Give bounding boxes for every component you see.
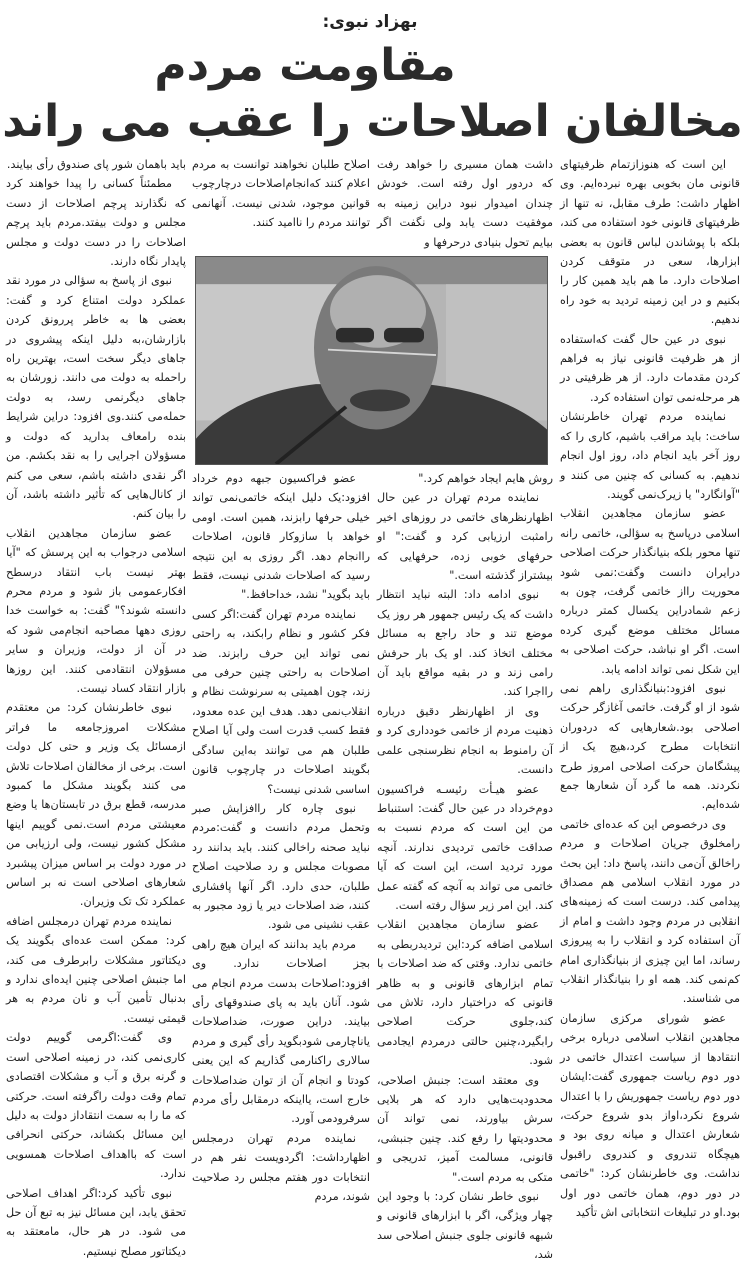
kicker-byline: بهزاد نبوی: (322, 12, 418, 32)
paragraph: نبوی ادامه داد: البته نباید انتظار داشت که یک رئیس جمهور هر روز یک موضع تند و حاد راجع به مسائل مختلف اتخاذ کند. او یک بار حرفش رامی زند و در بقیه مواقع باید آن رااجرا کند. (377, 588, 553, 699)
paragraph: نبوی خاطرنشان کرد: من معتقدم مشکلات امروزجامعه ما فراتر ازمسائل یک وزیر و حتی کل دولت است. برخی از مخالفان اصلاحات تلاش می کنند بگویند مشکل ما کمبود مدرسه، قطع برق در تابستان‌ها یا وضع معیشتی مردم است.نمی گوییم اینها مشکل کشور نیست، ولی ارزیابی من در مورد دولت بر اساس میزان پیشبرد شعارهای اصلاحی است نه بر اساس عملکرد تک تک وزیران. (6, 701, 186, 909)
paragraph: نماینده مردم تهران در عین حال اظهارنظرهای خاتمی در روزهای اخیر رامثبت ارزیابی کرد و گفت:" او حرفهای خوبی زده، حرفهایی که بیشتراز گذشته است." (377, 491, 553, 583)
column-2-bottom (377, 469, 553, 1265)
paragraph: داشت همان مسیری را خواهد رفت که دردور اول رفته است. خودش چندان امیدوار نبود دراین زمینه به موفقیت دست یابد ولی نگفت اگر بیایم تحول بنیادی درحرفها و (377, 158, 553, 249)
column-3-bottom (192, 469, 370, 1206)
paragraph: وی گفت:اگرمی گوییم دولت کاری‌نمی کند، در زمینه اصلاحی است و گرنه برق و آب و مشکلات اقتصادی تمام وقت دولت راگرفته است. حرکتی که ما را به سمت انتقاداز دولت به دلیل این مسائل بکشاند، حرکتی انحرافی است که بااهداف اصلاحات همسویی ندارد. (6, 1031, 186, 1181)
paragraph: وی معتقد است: جنبش اصلاحی، محدودیت‌هایی دارد که هر بلایی سرش بیاورند، نمی تواند آن محدودیتها را رفع کند. چنین جنبشی، قانونی، مسالمت آمیز، تدریجی و متکی به مردم است." (377, 1073, 553, 1184)
paragraph: نماینده مردم تهران درمجلس اظهارداشت: اگردویست نفر هم در انتخابات دور هفتم مجلس رد صلاحیت شوند، مردم (192, 1131, 370, 1204)
paragraph: باید باهمان شور پای صندوق رأی بیایند. (6, 158, 186, 171)
paragraph: نماینده مردم تهران گفت:اگر کسی فکر کشور و نظام رابکند، به راحتی نمی تواند این حرف رابزند. ضد اصلاحات به راحتی چنین حرفی می زند، چون اهمیتی به سرنوشت نظام و انقلاب‌نمی دهد. هدف این عده معدود، فقط کسب قدرت است ولی آیا اصلاح طلبان هم می توانند به‌این سادگی بگویند اصلاحات در چارچوب قانون اساسی شدنی نیست؟ (192, 607, 370, 796)
paragraph: عضو سازمان مجاهدین انقلاب اسلامی درپاسخ به سؤالی، خاتمی رانه تنها محور بلکه بنیانگذار حرکت اصلاحی درایران دانست وگفت:نمی شود محوریت رااز خاتمی گرفت، چون به زعم شمادراین یکسال کمتر درباره مسائل مختلف موضع گیری کرده است. اگر او نباشد، حرکت اصلاحی به این شکل نمی تواند ادامه یابد. (560, 507, 740, 676)
paragraph: عضو هیـأت رئیسـه فراکسیون دوم‌خرداد در عین حال گفت: استنباط من این است که مردم نسبت به صداقت خاتمی تردیدی ندارند. آنچه مورد تردید است، این است که آیا خاتمی می تواند به آنچه که گفته عمل کند. این امر زیر سؤال رفته است. (377, 782, 553, 912)
paragraph: این است که هنوزازتمام ظرفیتهای قانونی مان بخوبی بهره نبرده‌ایم. وی اظهار داشت: طرف مقابل، نه تنها از ظرفیتهای قانونی خود استفاده می کند، بلکه با پوشاندن لباس قانون به بعضی ابزارها، سعی در متوقف کردن اصلاحات دارد. ما هم باید همین کار را بکنیم و در این زمینه تردید به خود راه ندهیم. (560, 158, 740, 327)
paragraph: اصلاح طلبان نخواهند توانست به مردم اعلام کنند که‌انجام‌اصلاحات درچارچوب قوانین موجود، شدنی نیست. آنهانمی توانند مردم را ناامید کنند. (192, 158, 370, 230)
column-2-top (377, 155, 553, 252)
paragraph: عضو سازمان مجاهدین انقلاب اسلامی اضافه کرد:این تردیدربطی به خاتمی ندارد. وقتی که ضد اصلاحات با تمام ابزارهای قانونی و به ظاهر قانونی که دراختیار دارد، تلاش می کند،جلوی حرکت اصلاحی رابگیرد،چنین حالتی درمردم ایجادمی شود. (377, 918, 553, 1068)
portrait-photo (195, 256, 548, 465)
paragraph: نماینده مردم تهران درمجلس اضافه کرد: ممکن است عده‌ای بگویند یک دیکتاتور مشکلات رابرطرف می کند، اما جنبش اصلاحی چنین ایده‌ای ندارد و بدنبال تأمین آب و نان مردم به هر قیمتی نیست. (6, 914, 186, 1025)
paragraph: مردم باید بدانند که ایران هیچ راهی بجز اصلاحات ندارد. وی افزود:اصلاحات بدست مردم انجام می شود. آنان باید به پای صندوقهای رأی بیایند. دراین صورت، ضداصلاحات یاناچارمی شودبگوید رأی گیری و مردم سالاری راکنارمی گذاریم که این یعنی کودتا و انجام آن از توان ضداصلاحات خارج است، یااینکه درمقابل رأی مردم سرفرودمی آورد. (192, 937, 370, 1126)
paragraph: عضو شورای مرکزی سازمان مجاهدین انقلاب اسلامی درباره برخی انتقادها از سیاست اعتدال خاتمی در دور دوم ریاست جمهوری گفت:ایشان دور دوم ریاست جمهوریش را با اعتدال شروع نکرد،اواز بدو شروع حرکت، شعارش اعتدال و میانه روی بود و هیچگاه تندروی و کندروی راقبول نداشت. وی خاطرنشان کرد: "خاتمی در دور دوم، همان خاتمی دور اول بود.او در تبلیغات انتخاباتی اش تأکید (560, 1011, 740, 1219)
paragraph: نبوی خاطر نشان کرد: با وجود این چهار ویژگی، اگر با ابزارهای قانونی و شبهه قانونی جلوی جنبش اصلاحی سد شد، (377, 1190, 553, 1262)
paragraph: وی از اظهارنظر دقیق درباره ذهنیت مردم از خاتمی خودداری کرد و آن رامنوط به انجام نظرسنجی علمی دانست. (377, 704, 553, 777)
paragraph: عضو سازمان مجاهدین انقلاب اسلامی درجواب به این پرسش که "آیا بهتر نیست باب انتقاد درسطح افکارعمومی باز شود و مردم محرم دانسته شوند؟" گفت: به خواست خدا روزی دهها مصاحبه انجام‌می شود که در آن از دولت، وزیران و سایر مسؤولان انتقادمی کنند. این روزها بازار انتقاد کساد نیست. (6, 526, 186, 695)
headline-line-1: مقاومت مردم (154, 40, 456, 91)
paragraph: روش هایم ایجاد خواهم کرد." (418, 472, 553, 485)
column-3-top (192, 155, 370, 233)
paragraph: مطمئناً کسانی را پیدا خواهند کرد که نگذارند پرچم اصلاحات از دست مجلس و دولت بیفتد.مردم باید پرچم اصلاحات را در دست دولت و مجلس پایدار نگاه دارند. (6, 177, 186, 269)
paragraph: نماینده مردم تهران خاطرنشان ساخت: باید مراقب باشیم، کاری را که روز آخر باید انجام داد، روز اول انجام ندهیم. به کسانی که چنین می کنند و "آوانگارد" یا زیرک‌نمی گویند. (560, 410, 740, 501)
portrait-image (196, 257, 547, 464)
paragraph: عضو فراکسیون جبهه دوم خرداد افزود:یک دلیل اینکه خاتمی‌نمی تواند خیلی حرفها رابزند، همین است. اومی خواهد با سازوکار قانون، اصلاحات راانجام دهد. اگر روزی به این نتیجه رسید که اصلاحات شدنی نیست، فقط باید بگوید" نشد، خداحافظ." (192, 472, 370, 602)
headline-line-2: مخالفان اصلاحات را عقب می راند (2, 96, 743, 147)
paragraph: وی درخصوص این که عده‌ای خاتمی رامخلوق جریان اصلاحات و مردم راخالق آن‌می دانند، پاسخ داد: این بحث در مورد انقلاب اسلامی هم مصداق پیدامی کند. درست است که زمینه‌های انقلابی در مردم وجود داشت و امام از آن استفاده کرد و انقلاب را به پیروزی رساند، اما این چیزی از بنیانگذاری امام کم‌نمی کند. همه او را بنیانگذار انقلاب می شناسند. (560, 817, 740, 1006)
paragraph: نبوی در عین حال گفت که‌استفاده از هر ظرفیت قانونی نیاز به فراهم کردن مقدمات دارد. از هر ظرفیتی در هر مرحله‌نمی توان استفاده کرد. (560, 332, 740, 404)
paragraph: نبوی افزود:بنیانگذاری راهم نمی شود از او گرفت. خاتمی آغازگر حرکت اصلاحی بود.شعارهایی که دردوران انتخابات مطرح کرد،هیچ یک از پیشگامان حرکت اصلاحی امروز طرح نکردند. همه ما گرد آن شعارها جمع شده‌ایم. (560, 681, 740, 812)
column-1 (560, 155, 740, 1222)
column-4 (6, 155, 186, 1261)
paragraph: نبوی از پاسخ به سؤالی در مورد نقد عملکرد دولت امتناع کرد و گفت: بعضی ها به خاطر پررونق کردن بازارشان،به دلیل اینکه پیشروی در جاهای دیگر سخت است، بهترین راه راحمله به دولت می دانند. زورشان به جاهای دیگرنمی رسد، به دولت حمله‌می کنند.وی افزود: دراین شرایط بنده رامعاف بدارید که دولت و مسؤولان اجرایی را به نقد بکشم. من اگر نقدی داشته باشم، سعی می کنم از کانال‌هایی که تأثیر داشته باشد، آن را بیان کنم. (6, 274, 186, 521)
paragraph: نبوی تأکید کرد:اگر اهداف اصلاحی تحقق یابد، این مسائل نیز به تبع آن حل می شود. در هر حال، مامعتقد به دیکتاتور مصلح نیستیم. (6, 1186, 186, 1258)
paragraph: نبوی چاره کار راافزایش صبر وتحمل مردم دانست و گفت:مردم نباید صحنه راخالی کنند. باید بدانند رد مصوبات مجلس و رد صلاحیت اصلاح طلبان، حدی دارد. اگر آنها پافشاری کنند، ضد اصلاحات دیر یا زود مجبور به عقب نشینی می شود. (192, 801, 370, 932)
